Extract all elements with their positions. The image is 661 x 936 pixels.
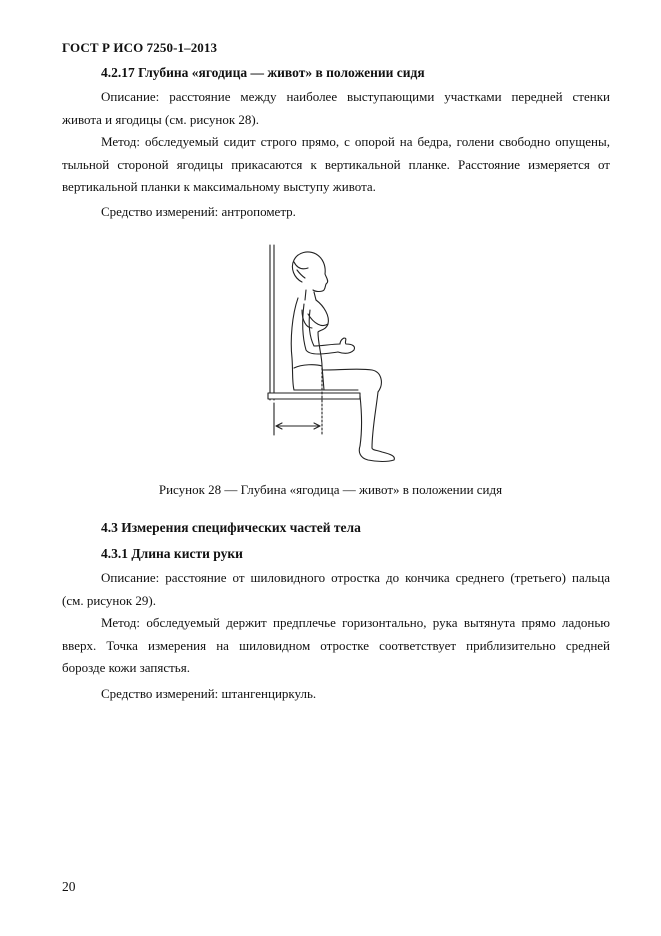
section-4-3-1-description bbox=[62, 567, 610, 612]
method-line: борозде кожи запястья. bbox=[62, 660, 190, 675]
thigh bbox=[322, 369, 381, 392]
torso-back bbox=[291, 298, 298, 390]
description-line: живота и ягодицы (см. рисунок 28). bbox=[62, 111, 259, 127]
description-line: Описание: расстояние между наиболее выступающими участками передней стенки bbox=[101, 89, 610, 104]
seat bbox=[268, 393, 360, 399]
torso-front bbox=[316, 300, 328, 366]
section-4-3-title: 4.3 Измерения специфических частей тела bbox=[101, 520, 361, 535]
section-4-2-17-description bbox=[62, 86, 610, 131]
foot bbox=[359, 446, 394, 462]
figure-28-caption: Рисунок 28 — Глубина «ягодица — живот» в положении сидя bbox=[158, 482, 503, 497]
hands bbox=[338, 338, 355, 353]
document-header: ГОСТ Р ИСО 7250-1–2013 bbox=[62, 40, 218, 55]
section-4-2-17-instrument: Средство измерений: антропометр. bbox=[101, 204, 296, 219]
section-4-2-17-title: 4.2.17 Глубина «ягодица — живот» в положении сидя bbox=[101, 65, 425, 80]
method-line: Метод: обследуемый сидит строго прямо, с опорой на бедра, голени свободно опущены, bbox=[101, 134, 610, 149]
page-number: 20 bbox=[62, 879, 76, 894]
description-line: (см. рисунок 29). bbox=[62, 592, 156, 608]
briefs bbox=[294, 365, 324, 390]
method-line: Метод: обследуемый держит предплечье горизонтально, рука вытянута прямо ладонью bbox=[101, 615, 610, 630]
upper-arm bbox=[303, 304, 338, 354]
description-line: Описание: расстояние от шиловидного отростка до кончика среднего (третьего) пальца bbox=[101, 570, 610, 585]
method-line: тыльной стороной ягодицы прикасаются к вертикальной планке. Расстояние измеряется от bbox=[62, 156, 610, 172]
section-4-2-17-method bbox=[62, 131, 610, 199]
section-4-3-1-title: 4.3.1 Длина кисти руки bbox=[101, 546, 243, 561]
section-4-3-1-instrument: Средство измерений: штангенциркуль. bbox=[101, 686, 317, 701]
section-4-3-1-method bbox=[62, 612, 610, 680]
seated-person-measurement-illustration bbox=[250, 240, 400, 465]
method-line: вверх. Точка измерения на шиловидном отростке соответствует приблизительно средней bbox=[62, 637, 610, 653]
method-line: вертикальной планки к максимальному выступу живота. bbox=[62, 179, 376, 194]
lower-leg bbox=[372, 392, 378, 448]
